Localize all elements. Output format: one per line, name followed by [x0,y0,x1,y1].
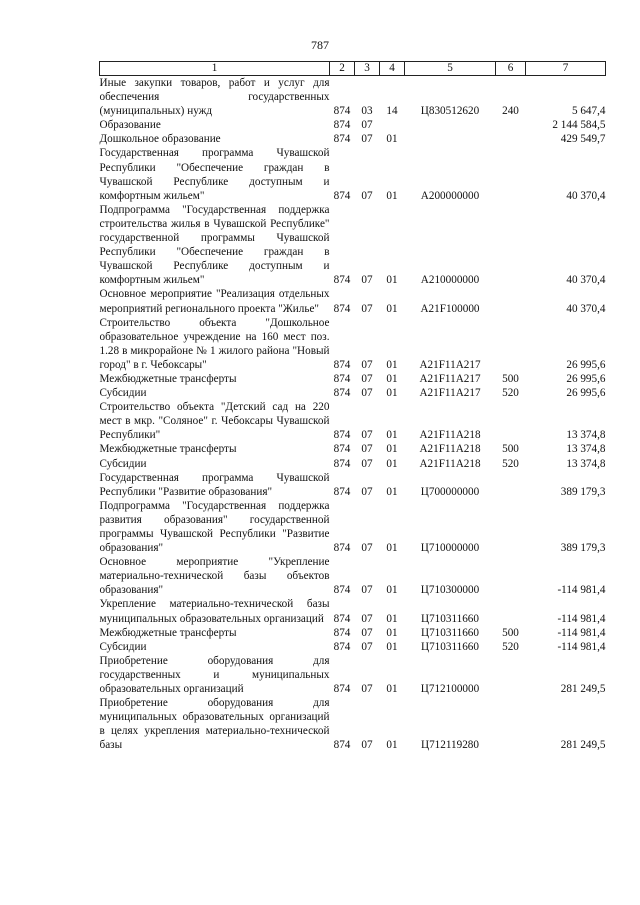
table-row [100,146,606,202]
row-amount: 26 995,6 [566,358,606,371]
row-amount: 26 995,6 [566,387,606,400]
row-name: Укрепление материально-технической базы муниципальных образовательных организаций [99,598,330,625]
row-name: Приобретение оборудования для муниципальных образовательных организаций в целях укрепления материально-технической базы [99,697,330,752]
row-subsection-code [380,118,405,132]
row-name: Субсидии [99,387,147,400]
row-section-code: 07 [361,626,373,639]
row-admin-code: 874 [333,429,351,442]
row-section-code: 07 [361,372,373,385]
row-amount: 13 374,8 [566,457,606,470]
row-section-code: 07 [361,612,373,625]
table-header-row [100,62,606,76]
row-name: Строительство объекта "Дошкольное образовательное учреждение на 160 мест поз. 1.28 в микрорайоне № 1 жилого района "Новый город" в г. Чебоксары" [99,316,330,371]
row-admin-code: 874 [333,105,351,118]
row-name: Подпрограмма "Государственная поддержка развития образования" государственной программы Чувашской Республики "Развитие образования" [99,499,330,555]
row-section-code: 07 [361,542,373,555]
row-admin-code: 874 [333,443,351,456]
row-amount: 26 995,6 [566,372,606,385]
row-admin-code: 874 [333,612,351,625]
row-admin-code: 874 [333,133,351,146]
row-target-article: А21F11А218 [419,443,481,456]
table-row [100,640,606,654]
row-name: Строительство объекта "Детский сад на 220 мест в мкр. "Соляное" г. Чебоксары Чувашской Республики" [99,401,330,442]
row-subsection-code: 14 [386,105,398,118]
row-amount: 389 179,3 [560,485,606,498]
row-target-article: Ц710311660 [420,640,479,653]
table-row [100,118,606,132]
row-subsection-code: 01 [386,429,398,442]
table-row [100,626,606,640]
row-amount: 429 549,7 [560,133,606,146]
row-section-code: 07 [361,429,373,442]
row-admin-code: 874 [333,274,351,287]
row-target-article: А200000000 [420,189,480,202]
row-amount: -114 981,4 [557,640,606,653]
row-admin-code: 874 [333,739,351,752]
budget-table [99,61,606,753]
row-subsection-code: 01 [386,274,398,287]
column-header: 7 [526,62,606,76]
column-header: 2 [330,62,355,76]
row-expense-kind: 500 [502,443,519,456]
row-target-article: А21F100000 [420,302,480,315]
table-row [100,654,606,696]
row-subsection-code: 01 [386,133,398,146]
row-admin-code: 874 [333,358,351,371]
row-name: Субсидии [99,640,147,653]
table-row [100,316,606,372]
row-section-code: 07 [361,358,373,371]
row-amount: -114 981,4 [557,584,606,597]
row-expense-kind [496,555,526,597]
row-admin-code: 874 [333,542,351,555]
row-name: Дошкольное образование [99,133,221,146]
row-admin-code: 874 [333,683,351,696]
row-section-code: 07 [361,302,373,315]
row-expense-kind [496,499,526,555]
row-admin-code: 874 [333,189,351,202]
row-amount: -114 981,4 [557,612,606,625]
row-target-article: Ц700000000 [420,485,480,498]
column-header: 1 [100,62,330,76]
row-name: Приобретение оборудования для государственных и муниципальных образовательных организаций [99,654,330,696]
row-target-article: А21F11А218 [419,429,481,442]
row-expense-kind [496,316,526,372]
row-subsection-code: 01 [386,584,398,597]
row-expense-kind [496,471,526,499]
row-section-code: 07 [361,387,373,400]
table-row [100,76,606,119]
row-expense-kind [496,287,526,315]
row-subsection-code: 01 [386,302,398,315]
row-expense-kind: 520 [502,387,519,400]
row-amount: 5 647,4 [571,105,606,118]
row-section-code: 07 [361,640,373,653]
table-row [100,386,606,400]
row-subsection-code: 01 [386,485,398,498]
row-name: Субсидии [99,457,147,470]
row-amount: 281 249,5 [560,683,606,696]
row-subsection-code: 01 [386,542,398,555]
table-row [100,132,606,146]
table-row [100,287,606,315]
page-number: 787 [311,38,329,52]
row-section-code: 07 [361,119,373,132]
row-amount: 40 370,4 [566,274,606,287]
table-row [100,555,606,597]
row-admin-code: 874 [333,626,351,639]
row-amount: -114 981,4 [557,626,606,639]
row-expense-kind [496,203,526,288]
row-section-code: 07 [361,457,373,470]
row-target-article: Ц710311660 [420,612,479,625]
row-section-code: 07 [361,274,373,287]
row-subsection-code: 01 [386,640,398,653]
row-target-article: Ц710000000 [420,542,480,555]
row-name: Межбюджетные трансферты [99,372,237,385]
row-target-article: А21F11А217 [419,387,481,400]
row-expense-kind [496,597,526,625]
table-row [100,457,606,471]
row-section-code: 07 [361,584,373,597]
row-amount: 13 374,8 [566,429,606,442]
row-section-code: 07 [361,443,373,456]
row-name: Основное мероприятие "Укрепление материально-технической базы объектов образования" [99,556,330,597]
row-name: Основное мероприятие "Реализация отдельных мероприятий регионального проекта "Жилье" [99,288,330,315]
row-expense-kind [496,654,526,696]
table-row [100,696,606,752]
row-admin-code: 874 [333,302,351,315]
column-header: 6 [496,62,526,76]
row-admin-code: 874 [333,584,351,597]
row-target-article: А21F11А217 [419,372,481,385]
row-target-article: А21F11А217 [419,358,481,371]
row-expense-kind [496,118,526,132]
row-admin-code: 874 [333,387,351,400]
row-subsection-code: 01 [386,612,398,625]
column-header: 4 [380,62,405,76]
row-target-article: Ц710300000 [420,584,480,597]
row-expense-kind: 500 [502,372,519,385]
table-row [100,442,606,456]
row-amount: 40 370,4 [566,189,606,202]
row-expense-kind [496,132,526,146]
row-name: Иные закупки товаров, работ и услуг для обеспечения государственных (муниципальных) нужд [99,77,330,118]
row-section-code: 07 [361,683,373,696]
row-expense-kind [496,400,526,442]
row-target-article: Ц830512620 [420,105,480,118]
row-amount: 13 374,8 [566,443,606,456]
row-admin-code: 874 [333,372,351,385]
row-subsection-code: 01 [386,739,398,752]
row-target-article: А210000000 [420,274,480,287]
row-name: Межбюджетные трансферты [99,443,237,456]
row-section-code: 07 [361,485,373,498]
row-subsection-code: 01 [386,358,398,371]
row-amount: 389 179,3 [560,542,606,555]
row-expense-kind [496,696,526,752]
table-row [100,471,606,499]
row-expense-kind: 500 [502,626,519,639]
row-admin-code: 874 [333,119,351,132]
row-name: Государственная программа Чувашской Республики "Обеспечение граждан в Чувашской Республике доступным и комфортным жильем" [99,147,330,202]
table-row [100,400,606,442]
row-subsection-code: 01 [386,387,398,400]
row-target-article: Ц712119280 [420,739,479,752]
row-subsection-code: 01 [386,372,398,385]
row-target-article: Ц710311660 [420,626,479,639]
row-expense-kind: 240 [502,105,519,118]
row-name: Подпрограмма "Государственная поддержка строительства жилья в Чувашской Республике" государственной программы Чувашской Республики "Обеспечение граждан в Чувашской Республике доступным и комфортным жильем" [99,203,330,287]
column-header: 3 [355,62,380,76]
table-row [100,203,606,288]
row-target-article: А21F11А218 [419,457,481,470]
row-admin-code: 874 [333,457,351,470]
row-target-article: Ц712100000 [420,683,480,696]
row-section-code: 07 [361,133,373,146]
row-subsection-code: 01 [386,626,398,639]
table-row [100,372,606,386]
row-expense-kind: 520 [502,640,519,653]
row-name: Государственная программа Чувашской Республики "Развитие образования" [99,471,330,498]
row-section-code: 07 [361,189,373,202]
table-row [100,597,606,625]
row-subsection-code: 01 [386,457,398,470]
column-header: 5 [405,62,496,76]
row-admin-code: 874 [333,485,351,498]
row-amount: 40 370,4 [566,302,606,315]
row-expense-kind: 520 [502,457,519,470]
row-target-article [405,132,496,146]
row-name: Межбюджетные трансферты [99,626,237,639]
row-subsection-code: 01 [386,683,398,696]
row-name: Образование [99,119,161,132]
row-target-article [405,118,496,132]
row-admin-code: 874 [333,640,351,653]
row-amount: 281 249,5 [560,739,606,752]
row-subsection-code: 01 [386,189,398,202]
row-section-code: 03 [361,105,373,118]
row-section-code: 07 [361,739,373,752]
table-row [100,499,606,555]
row-expense-kind [496,146,526,202]
row-subsection-code: 01 [386,443,398,456]
row-amount: 2 144 584,5 [552,119,606,132]
